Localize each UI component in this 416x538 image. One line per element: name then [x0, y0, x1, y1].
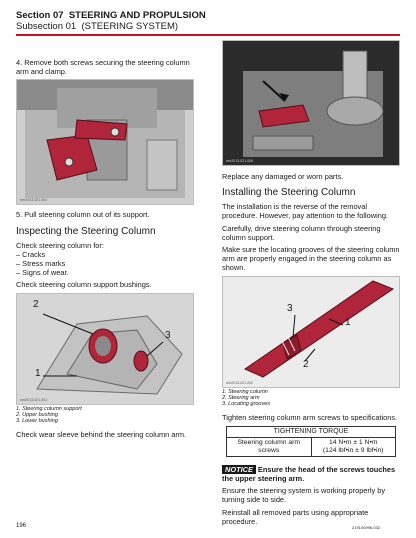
- figure-remove-screws: [16, 79, 194, 205]
- section-line: [16, 10, 400, 21]
- page-header: [16, 10, 400, 32]
- caption-item: 2. Upper bushing: [16, 411, 58, 418]
- figure-column-support: [16, 293, 194, 405]
- replace-text: Replace any damaged or worn parts.: [222, 172, 344, 181]
- callout-label: 1: [35, 367, 41, 379]
- header-rule: [16, 34, 400, 36]
- figure-id: rmr2013-021-004: [20, 198, 48, 203]
- torque-value-lbf: (124 lbf•in ± 9 lbf•in): [322, 446, 384, 454]
- torque-table-value: [311, 437, 396, 456]
- install-heading: Installing the Steering Column: [222, 187, 356, 199]
- figure-remove-screws-illustration: [17, 80, 193, 204]
- torque-table: [226, 426, 396, 457]
- caption-item: 1. Steering column support: [16, 405, 82, 412]
- install-para-1: The installation is the reverse of the removal procedure. However, pay attention to the following.: [222, 202, 388, 221]
- figure-locating-grooves-illustration: [223, 277, 399, 387]
- step-5-text: 5. Pull steering column out of its support.: [16, 210, 150, 220]
- notice-paragraph: [222, 465, 400, 483]
- section-title: STEERING AND PROPULSION: [68, 10, 206, 21]
- check-sleeve-text: Check wear sleeve behind the steering column arm.: [16, 429, 187, 439]
- list-item: – Signs of wear.: [16, 268, 69, 278]
- subsection-line: [16, 21, 400, 32]
- document-code: 219100996-032: [352, 525, 381, 530]
- figure-locating-grooves: [222, 276, 400, 388]
- caption-item: 1. Steering column: [222, 388, 268, 395]
- section-number: Section 07: [16, 10, 64, 21]
- check-support-text: Check steering column support bushings.: [16, 280, 152, 290]
- figure-column-support-illustration: [17, 294, 193, 404]
- caption-item: 2. Steering arm: [222, 394, 260, 401]
- subsection-number: Subsection 01: [16, 21, 77, 32]
- figure-caption: [16, 406, 194, 425]
- callout-label: 2: [33, 298, 39, 310]
- inspect-heading: Inspecting the Steering Column: [16, 225, 156, 237]
- reinstall-text: Reinstall all removed parts using appropriate procedure.: [222, 507, 369, 526]
- callout-label: 2: [303, 358, 309, 370]
- page-number: 196: [16, 523, 27, 529]
- install-para-3: Make sure the locating grooves of the steering column arm are properly engaged in the steering column as shown.: [222, 245, 400, 273]
- figure-worn-parts: [222, 40, 400, 166]
- callout-label: 3: [165, 329, 171, 341]
- figure-worn-parts-illustration: [223, 41, 399, 165]
- figure-id: rmr2013-021-006: [226, 159, 254, 163]
- figure-id: rmr2013-021-001: [20, 397, 48, 402]
- caption-item: 3. Lower bushing: [16, 418, 58, 425]
- list-item: – Stress marks: [16, 259, 66, 269]
- callout-label: 3: [287, 302, 293, 314]
- right-column: [222, 40, 400, 529]
- left-column: [16, 58, 194, 442]
- ensure-text: Ensure the steering system is working properly by turning side to side.: [222, 486, 386, 505]
- torque-table-title: TIGHTENING TORQUE: [227, 426, 396, 437]
- torque-table-label: Steering column arm screws: [227, 437, 312, 456]
- torque-value-nm: 14 N•m ± 1 N•m: [328, 438, 378, 446]
- figure-caption: [222, 389, 400, 408]
- list-item: – Cracks: [16, 249, 46, 259]
- install-para-2: Carefully, drive steering column through steering column support.: [222, 223, 381, 242]
- tighten-text: Tighten steering column arm screws to specifications.: [222, 412, 398, 422]
- step-4-text: 4. Remove both screws securing the steering column arm and clamp.: [16, 58, 190, 77]
- figure-id: rmr2013-021-002: [226, 380, 254, 385]
- caption-item: 3. Locating grooves: [222, 401, 271, 408]
- inspect-list: [16, 250, 194, 278]
- notice-label: NOTICE: [222, 465, 256, 474]
- callout-label: 1: [345, 316, 351, 328]
- subsection-title: (STEERING SYSTEM): [81, 21, 179, 32]
- notice-text: Ensure the head of the screws touches the upper steering arm.: [222, 464, 396, 483]
- inspect-intro: Check steering column for:: [16, 240, 104, 250]
